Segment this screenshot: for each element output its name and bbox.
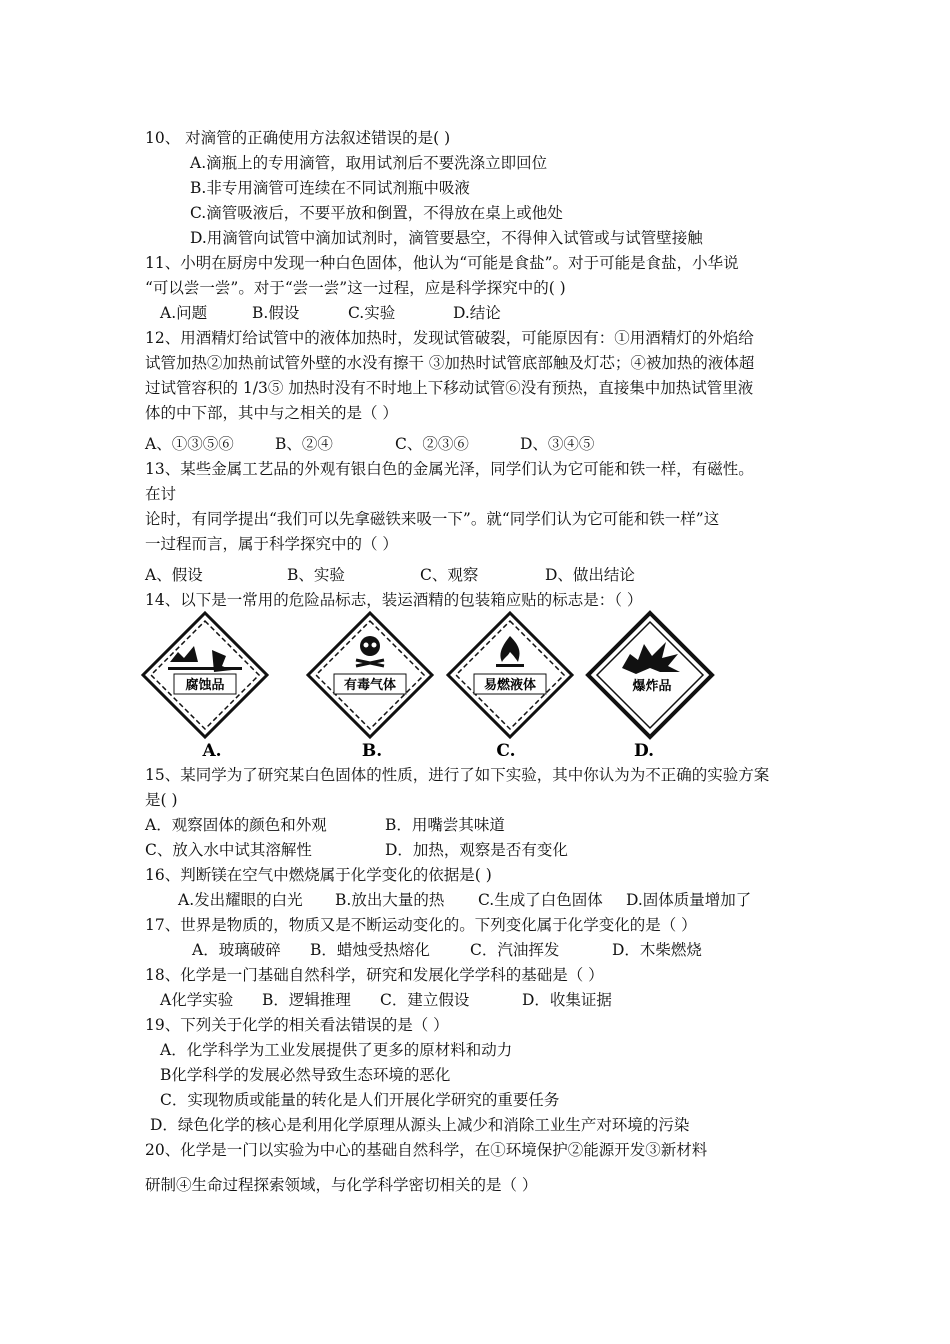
- sign-label-b: 有毒气体: [343, 678, 397, 693]
- q15-option-b: B．用嘴尝其味道: [385, 816, 505, 834]
- q15-option-c: C、放入水中试其溶解性: [145, 841, 312, 859]
- sign-label-a: 腐蚀品: [185, 678, 225, 693]
- q12-option-c: C、②③⑥: [395, 435, 469, 453]
- q10-option-a: A.滴瓶上的专用滴管，取用试剂后不要洗涤立即回位: [190, 154, 548, 172]
- q16-stem: 16、判断镁在空气中燃烧属于化学变化的依据是( ): [145, 866, 492, 884]
- sign-letter-a: A.: [202, 741, 222, 760]
- q11-option-c: C.实验: [348, 304, 396, 322]
- q17-option-c: C．汽油挥发: [470, 941, 560, 959]
- q13-option-d: D、做出结论: [545, 566, 635, 584]
- q16-option-c: C.生成了白色固体: [478, 891, 603, 909]
- q16-option-b: B.放出大量的热: [335, 891, 445, 909]
- q13-line-2: 在讨: [145, 485, 177, 503]
- sign-label-c: 易燃液体: [483, 678, 537, 693]
- q10-stem: 10、 对滴管的正确使用方法叙述错误的是( ): [145, 129, 451, 147]
- q13-option-a: A、假设: [145, 566, 203, 584]
- q20-line-2: 研制④生命过程探索领域，与化学科学密切相关的是（ ）: [145, 1176, 538, 1194]
- q20-line-1: 20、化学是一门以实验为中心的基础自然科学，在①环境保护②能源开发③新材料: [145, 1141, 708, 1159]
- explosion-icon: [622, 642, 680, 674]
- q17-option-a: A．玻璃破碎: [192, 941, 281, 959]
- q11-line-2: “可以尝一尝”。对于“尝一尝”这一过程，应是科学探究中的( ): [145, 279, 566, 297]
- q12-line-3: 过试管容积的 1/3⑤ 加热时没有不时地上下移动试管⑥没有预热，直接集中加热试管里液: [145, 379, 754, 397]
- q17-option-b: B．蜡烛受热熔化: [310, 941, 430, 959]
- q15-line-1: 15、某同学为了研究某白色固体的性质，进行了如下实验，其中你认为为不正确的实验方案: [145, 766, 770, 784]
- flame-icon: [496, 636, 524, 667]
- hazard-signs: [140, 610, 740, 760]
- q18-option-a: A化学实验: [160, 991, 234, 1009]
- q18-option-b: B．逻辑推理: [262, 991, 351, 1009]
- q12-line-4: 体的中下部，其中与之相关的是（ ）: [145, 404, 398, 422]
- q12-option-a: A、①③⑤⑥: [145, 435, 234, 453]
- sign-letter-b: B.: [361, 741, 383, 760]
- q12-option-d: D、③④⑤: [520, 435, 595, 453]
- q11-option-b: B.假设: [252, 304, 300, 322]
- q16-option-d: D.固体质量增加了: [626, 891, 752, 909]
- q10-option-b: B.非专用滴管可连续在不同试剂瓶中吸液: [190, 179, 470, 197]
- q12-line-2: 试管加热②加热前试管外壁的水没有擦干 ③加热时试管底部触及灯芯；④被加热的液体超: [145, 354, 755, 372]
- sign-letter-d: D.: [633, 741, 655, 760]
- q13-line-3: 论时，有同学提出“我们可以先拿磁铁来吸一下”。就“同学们认为它可能和铁一样”这: [145, 510, 720, 528]
- q17-option-d: D．木柴燃烧: [612, 941, 702, 959]
- q15-line-2: 是( ): [145, 791, 178, 809]
- q13-option-c: C、观察: [420, 566, 479, 584]
- q16-option-a: A.发出耀眼的白光: [178, 891, 303, 909]
- q11-option-d: D.结论: [453, 304, 501, 322]
- q19-option-c: C．实现物质或能量的转化是人们开展化学研究的重要任务: [160, 1091, 560, 1109]
- q11-line-1: 11、小明在厨房中发现一种白色固体，他认为“可能是食盐”。对于可能是食盐，小华说: [145, 254, 739, 272]
- sign-letter-c: C.: [496, 741, 516, 760]
- q15-option-a: A．观察固体的颜色和外观: [145, 816, 327, 834]
- q19-option-a: A．化学科学为工业发展提供了更多的原材料和动力: [160, 1041, 513, 1059]
- q19-stem: 19、下列关于化学的相关看法错误的是（ ）: [145, 1016, 449, 1034]
- corrosive-icon: [168, 646, 242, 672]
- toxic-gas-sign: [308, 613, 432, 760]
- q10-option-d: D.用滴管向试管中滴加试剂时，滴管要悬空，不得伸入试管或与试管壁接触: [190, 229, 703, 247]
- q13-line-1: 13、某些金属工艺品的外观有银白色的金属光泽，同学们认为它可能和铁一样，有磁性。: [145, 460, 754, 478]
- explosive-sign: [588, 613, 712, 760]
- q14-stem: 14、以下是一常用的危险品标志，装运酒精的包装箱应贴的标志是：（ ）: [145, 591, 643, 609]
- q11-option-a: A.问题: [160, 304, 208, 322]
- q19-option-d: D．绿色化学的核心是利用化学原理从源头上减少和消除工业生产对环境的污染: [150, 1116, 690, 1134]
- q13-line-4: 一过程而言，属于科学探究中的（ ）: [145, 535, 398, 553]
- q17-stem: 17、世界是物质的，物质又是不断运动变化的。下列变化属于化学变化的是（ ）: [145, 916, 697, 934]
- q18-stem: 18、化学是一门基础自然科学，研究和发展化学学科的基础是（ ）: [145, 966, 604, 984]
- q12-line-1: 12、用酒精灯给试管中的液体加热时，发现试管破裂，可能原因有：①用酒精灯的外焰给: [145, 329, 754, 347]
- q18-option-c: C．建立假设: [380, 991, 470, 1009]
- q10-option-c: C.滴管吸液后，不要平放和倒置，不得放在桌上或他处: [190, 204, 563, 222]
- q19-option-b: B化学科学的发展必然导致生态环境的恶化: [160, 1066, 451, 1084]
- q12-option-b: B、②④: [275, 435, 333, 453]
- skull-icon: [356, 636, 384, 666]
- corrosive-sign: [143, 613, 267, 760]
- sign-label-d: 爆炸品: [632, 679, 672, 694]
- q15-option-d: D．加热，观察是否有变化: [385, 841, 568, 859]
- q13-option-b: B、实验: [287, 566, 345, 584]
- flammable-liquid-sign: [448, 613, 572, 760]
- q18-option-d: D．收集证据: [522, 991, 612, 1009]
